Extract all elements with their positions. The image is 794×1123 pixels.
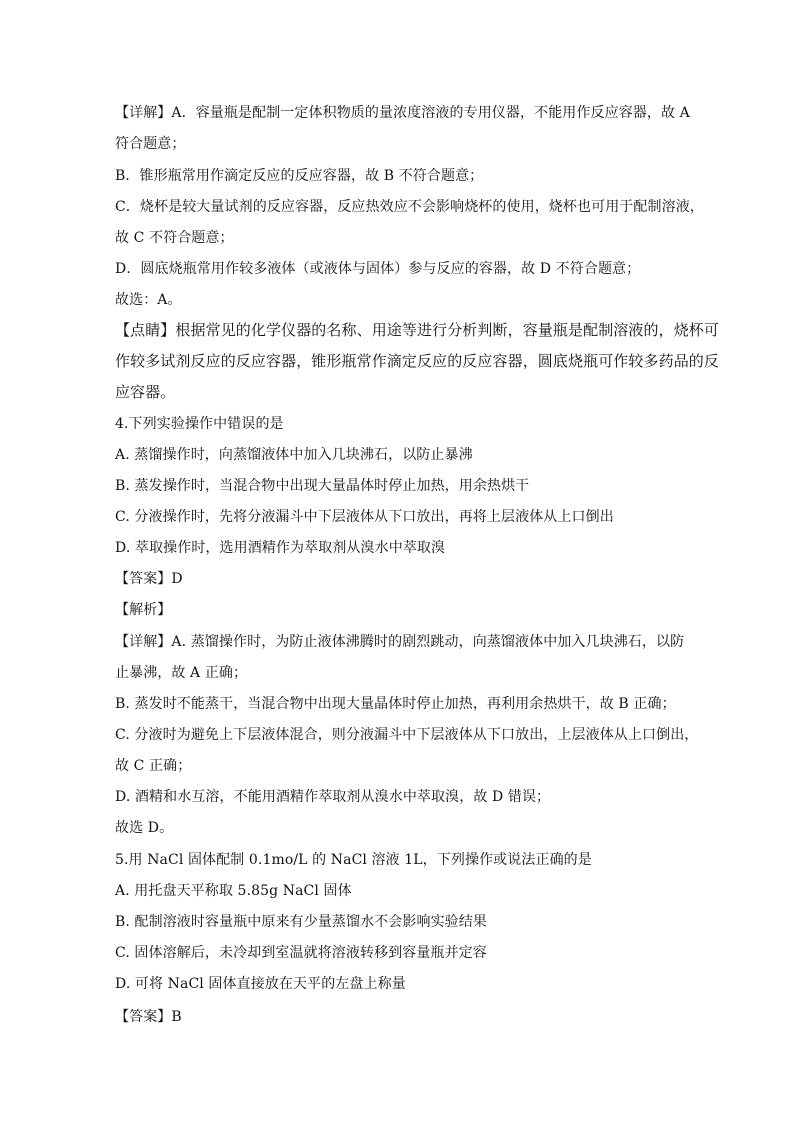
option-line: B. 配制溶液时容量瓶中原来有少量蒸馏水不会影响实验结果: [115, 914, 487, 930]
text-line: C．烧杯是较大量试剂的反应容器，反应热效应不会影响烧杯的使用，烧杯也可用于配制溶液，: [115, 199, 704, 215]
option-line: A. 用托盘天平称取 5.85g NaCl 固体: [115, 883, 352, 899]
answer-line: 【答案】B: [115, 1009, 182, 1025]
text-line: B．锥形瓶常用作滴定反应的反应容器，故 B 不符合题意；: [115, 168, 484, 184]
option-line: C. 固体溶解后，未冷却到室温就将溶液转移到容量瓶并定容: [115, 945, 487, 961]
text-line: B. 蒸发时不能蒸干，当混合物中出现大量晶体时停止加热，再利用余热烘干，故 B 正确；: [115, 696, 676, 712]
text-line: 故选 D。: [115, 820, 174, 836]
text-line: 止暴沸，故 A 正确；: [115, 665, 248, 681]
text-line: 故选：A。: [115, 292, 182, 308]
option-line: D. 可将 NaCl 固体直接放在天平的左盘上称量: [115, 976, 406, 992]
text-line: 应容器。: [115, 383, 176, 401]
text-line: 【点睛】根据常见的化学仪器的名称、用途等进行分析判断，容量瓶是配制溶液的，烧杯可: [115, 321, 720, 339]
text-line: D. 酒精和水互溶，不能用酒精作萃取剂从溴水中萃取溴，故 D 错误；: [115, 789, 551, 805]
question-title: 5.用 NaCl 固体配制 0.1mo/L 的 NaCl 溶液 1L，下列操作或说法正确的是: [115, 852, 592, 868]
text-line: 符合题意；: [115, 136, 186, 152]
option-line: B. 蒸发操作时，当混合物中出现大量晶体时停止加热，用余热烘干: [115, 478, 530, 494]
option-line: A. 蒸馏操作时，向蒸馏液体中加入几块沸石，以防止暴沸: [115, 447, 473, 463]
text-line: C. 分液时为避免上下层液体混合，则分液漏斗中下层液体从下口放出，上层液体从上口倒出，: [115, 727, 699, 743]
option-line: C. 分液操作时，先将分液漏斗中下层液体从下口放出，再将上层液体从上口倒出: [115, 509, 614, 525]
text-line: 作较多试剂反应的反应容器，锥形瓶常作滴定反应的反应容器，圆底烧瓶可作较多药品的反: [115, 352, 720, 370]
text-line: D．圆底烧瓶常用作较多液体（或液体与固体）参与反应的容器，故 D 不符合题意；: [115, 261, 641, 277]
text-line: 故 C 不符合题意；: [115, 230, 234, 246]
text-line: 【详解】A．容量瓶是配制一定体积物质的量浓度溶液的专用仪器，不能用作反应容器，故 A: [115, 105, 690, 121]
analysis-heading: 【解析】: [115, 602, 172, 618]
option-line: D. 萃取操作时，选用酒精作为萃取剂从溴水中萃取溴: [115, 540, 446, 556]
text-line: 【详解】A. 蒸馏操作时，为防止液体沸腾时的剧烈跳动，向蒸馏液体中加入几块沸石，以防: [115, 634, 685, 650]
text-line: 故 C 正确；: [115, 758, 192, 774]
question-title: 4.下列实验操作中错误的是: [115, 416, 284, 432]
answer-line: 【答案】D: [115, 571, 183, 587]
